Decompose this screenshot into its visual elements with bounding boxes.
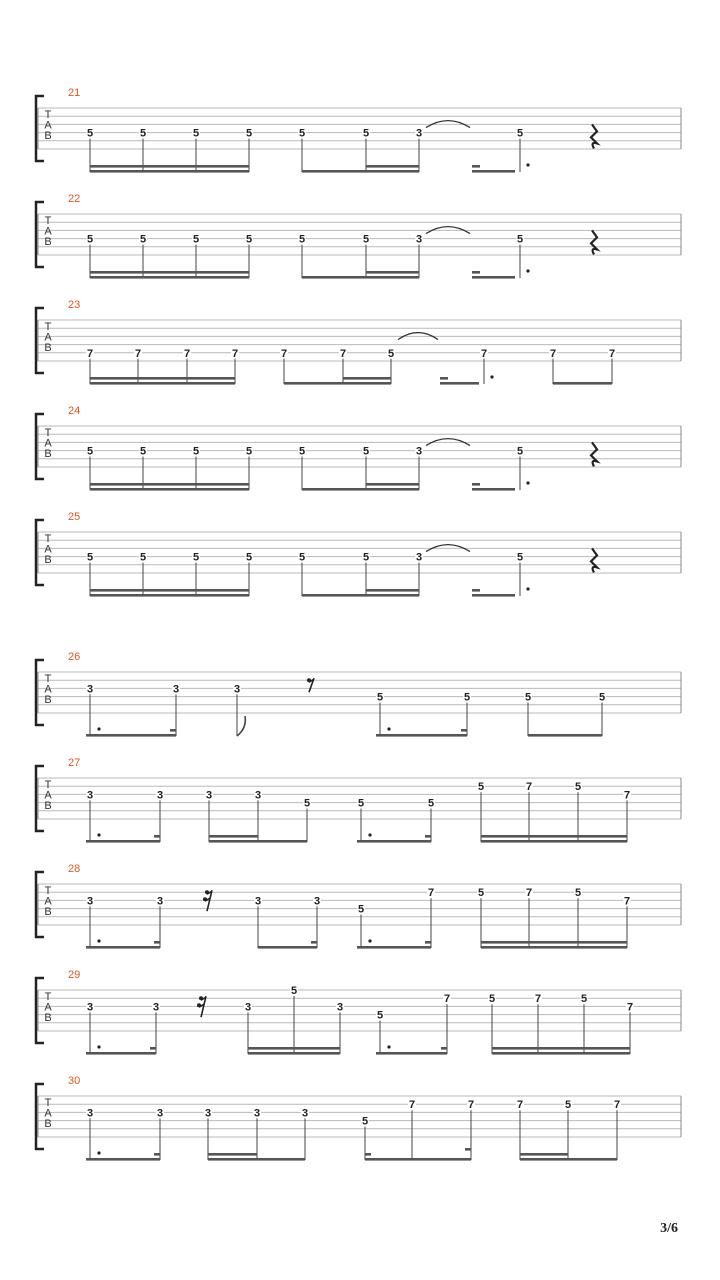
staff-bracket (36, 978, 44, 1043)
beam (366, 589, 419, 592)
beam (90, 488, 249, 491)
fret-number: 5 (86, 551, 94, 564)
measure-number: 25 (68, 511, 81, 523)
beam (208, 1153, 257, 1156)
beam (86, 1158, 160, 1161)
beam (154, 835, 160, 838)
duration-dot (526, 163, 529, 166)
beam (90, 165, 249, 168)
fret-number: 5 (524, 691, 532, 704)
beam (472, 483, 480, 486)
fret-number: 5 (192, 127, 200, 140)
beam (441, 1047, 447, 1050)
fret-number: 3 (233, 683, 241, 696)
beam (365, 1158, 471, 1161)
fret-number: 7 (443, 993, 451, 1006)
beam (425, 835, 431, 838)
duration-dot (387, 1045, 390, 1048)
beam (343, 377, 391, 380)
fret-number: 5 (298, 127, 306, 140)
fret-number: 3 (415, 551, 423, 564)
beam (90, 170, 249, 173)
fret-number: 7 (480, 347, 488, 360)
beam (461, 729, 467, 732)
fret-number: 3 (172, 683, 180, 696)
beam (90, 271, 249, 274)
beam (520, 1153, 568, 1156)
fret-number: 5 (477, 781, 485, 794)
beam (154, 941, 160, 944)
fret-number: 7 (549, 347, 557, 360)
fret-number: 5 (376, 1009, 384, 1022)
staff-bracket (36, 872, 44, 937)
beam (366, 165, 419, 168)
measure-number: 30 (68, 1075, 81, 1087)
quarter-rest (591, 442, 597, 466)
beam (472, 276, 515, 279)
beam (208, 1158, 305, 1161)
tab-clef-letter: A (44, 1001, 52, 1014)
measure-number: 23 (68, 299, 81, 311)
beam (302, 594, 419, 597)
tab-clef-letter: T (44, 885, 52, 897)
beam (481, 946, 627, 949)
beam (492, 1047, 630, 1050)
tab-clef-letter: B (44, 448, 52, 460)
fret-number: 3 (152, 1001, 160, 1014)
fret-number: 7 (516, 1099, 524, 1112)
fret-number: 3 (336, 1001, 344, 1014)
beam (492, 1052, 630, 1055)
beam (248, 1047, 340, 1050)
beam (357, 946, 431, 949)
fret-number: 5 (463, 691, 471, 704)
fret-number: 5 (86, 127, 94, 140)
fret-number: 5 (516, 551, 524, 564)
fret-number: 7 (231, 347, 239, 360)
tab-clef-letter: T (44, 779, 52, 791)
duration-dot (526, 269, 529, 272)
fret-number: 5 (598, 691, 606, 704)
beam (357, 840, 431, 843)
fret-number: 5 (303, 797, 311, 810)
fret-number: 3 (254, 895, 262, 908)
beam (302, 488, 419, 491)
measure-number: 21 (68, 87, 81, 99)
beam (90, 276, 249, 279)
tab-clef-letter: T (44, 673, 52, 685)
fret-number: 5 (86, 233, 94, 246)
duration-dot (387, 727, 390, 730)
fret-number: 7 (534, 993, 542, 1006)
fret-number: 7 (134, 347, 142, 360)
fret-number: 3 (313, 895, 321, 908)
fret-number: 5 (362, 551, 370, 564)
fret-number: 7 (408, 1099, 416, 1112)
beam (90, 382, 235, 385)
tab-clef-letter: T (44, 215, 52, 227)
tab-staff (36, 405, 681, 491)
fret-number: 7 (339, 347, 347, 360)
tab-staff (36, 87, 681, 173)
tab-clef-letter: A (44, 225, 52, 238)
tab-clef-letter: B (44, 130, 52, 142)
fret-number: 5 (362, 445, 370, 458)
fret-number: 3 (301, 1107, 309, 1120)
fret-number: 3 (86, 789, 94, 802)
beam (465, 1148, 471, 1151)
tab-clef-letter: A (44, 683, 52, 696)
staff-bracket (36, 1084, 44, 1149)
quarter-rest (591, 548, 597, 572)
tab-clef-letter: B (44, 236, 52, 248)
fret-number: 5 (298, 551, 306, 564)
duration-dot (368, 939, 371, 942)
beam (365, 1153, 371, 1156)
fret-number: 5 (192, 551, 200, 564)
note-flag (237, 716, 245, 736)
beam (472, 170, 515, 173)
fret-number: 3 (415, 127, 423, 140)
beam (472, 488, 515, 491)
tab-staff (36, 651, 681, 737)
beam (86, 840, 160, 843)
beam (366, 483, 419, 486)
beam (209, 840, 307, 843)
fret-number: 3 (254, 789, 262, 802)
fret-number: 3 (86, 1001, 94, 1014)
tab-staff (36, 757, 681, 843)
beam (376, 734, 467, 737)
fret-number: 5 (362, 233, 370, 246)
beam (440, 382, 479, 385)
tab-clef-letter: B (44, 694, 52, 706)
fret-number: 7 (525, 781, 533, 794)
fret-number: 3 (415, 233, 423, 246)
tab-clef-letter: B (44, 906, 52, 918)
tab-clef-letter: A (44, 331, 52, 344)
beam (209, 835, 258, 838)
fret-number: 5 (362, 127, 370, 140)
duration-dot (97, 1151, 100, 1154)
fret-number: 5 (139, 551, 147, 564)
tab-staff (36, 1075, 681, 1161)
fret-number: 5 (387, 347, 395, 360)
beam (440, 377, 448, 380)
beam (150, 1047, 156, 1050)
measure-number: 24 (68, 405, 81, 417)
fret-number: 5 (361, 1115, 369, 1128)
staff-bracket (36, 202, 44, 267)
fret-number: 7 (608, 347, 616, 360)
beam (481, 840, 627, 843)
beam (170, 729, 176, 732)
fret-number: 7 (613, 1099, 621, 1112)
tab-clef-letter: A (44, 895, 52, 908)
tab-staff (36, 299, 681, 385)
fret-number: 7 (623, 895, 631, 908)
tab-clef-letter: B (44, 342, 52, 354)
fret-number: 5 (290, 985, 298, 997)
beam (90, 483, 249, 486)
fret-number: 7 (183, 347, 191, 360)
fret-number: 5 (516, 127, 524, 140)
staff-bracket (36, 520, 44, 585)
measure-number: 28 (68, 863, 81, 875)
tab-clef-letter: A (44, 789, 52, 802)
beam (86, 734, 176, 737)
duration-dot (368, 833, 371, 836)
tab-clef-letter: T (44, 109, 52, 121)
fret-number: 5 (477, 887, 485, 900)
fret-number: 3 (415, 445, 423, 458)
staff-bracket (36, 308, 44, 373)
duration-dot (526, 587, 529, 590)
beam (248, 1052, 340, 1055)
fret-number: 3 (86, 895, 94, 908)
beam (311, 941, 317, 944)
fret-number: 5 (564, 1099, 572, 1112)
fret-number: 3 (156, 789, 164, 802)
tab-clef-letter: A (44, 1107, 52, 1120)
beam (86, 1052, 156, 1055)
fret-number: 5 (376, 691, 384, 704)
tab-clef-letter: T (44, 321, 52, 333)
fret-number: 3 (86, 1107, 94, 1120)
staff-bracket (36, 660, 44, 725)
fret-number: 5 (488, 993, 496, 1006)
fret-number: 3 (156, 895, 164, 908)
duration-dot (97, 727, 100, 730)
tab-staff (36, 511, 681, 597)
fret-number: 5 (357, 797, 365, 810)
fret-number: 3 (156, 1107, 164, 1120)
fret-number: 3 (205, 789, 213, 802)
beam (90, 377, 235, 380)
fret-number: 5 (298, 445, 306, 458)
fret-number: 5 (192, 445, 200, 458)
fret-number: 5 (516, 233, 524, 246)
measure-number: 22 (68, 193, 81, 205)
duration-dot (97, 939, 100, 942)
tab-clef-letter: B (44, 800, 52, 812)
fret-number: 5 (580, 993, 588, 1006)
fret-number: 5 (574, 887, 582, 900)
staff-bracket (36, 414, 44, 479)
tab-clef-letter: B (44, 1118, 52, 1130)
beam (154, 1153, 160, 1156)
staff-bracket (36, 766, 44, 831)
beam (528, 734, 602, 737)
beam (302, 170, 419, 173)
tab-clef-letter: A (44, 437, 52, 450)
beam (472, 594, 515, 597)
fret-number: 7 (626, 1001, 634, 1014)
beam (90, 589, 249, 592)
tab-clef-letter: A (44, 119, 52, 132)
duration-dot (97, 833, 100, 836)
fret-number: 5 (245, 233, 253, 246)
fret-number: 5 (139, 233, 147, 246)
beam (86, 946, 160, 949)
tab-clef-letter: T (44, 533, 52, 545)
tab-clef-letter: B (44, 554, 52, 566)
beam (520, 1158, 617, 1161)
tab-clef-letter: B (44, 1012, 52, 1024)
fret-number: 7 (86, 347, 94, 360)
fret-number: 3 (204, 1107, 212, 1120)
beam (425, 941, 431, 944)
tab-clef-letter: A (44, 543, 52, 556)
beam (284, 382, 391, 385)
beam (90, 594, 249, 597)
fret-number: 5 (427, 797, 435, 810)
fret-number: 3 (244, 1001, 252, 1014)
beam (553, 382, 612, 385)
duration-dot (526, 481, 529, 484)
tab-clef-letter: T (44, 991, 52, 1003)
fret-number: 7 (427, 887, 435, 900)
fret-number: 5 (245, 127, 253, 140)
fret-number: 3 (86, 683, 94, 696)
fret-number: 5 (298, 233, 306, 246)
staff-bracket (36, 96, 44, 161)
beam (472, 165, 480, 168)
duration-dot (490, 375, 493, 378)
fret-number: 7 (280, 347, 288, 360)
beam (472, 589, 480, 592)
fret-number: 7 (623, 789, 631, 802)
duration-dot (97, 1045, 100, 1048)
beam (481, 835, 627, 838)
fret-number: 5 (139, 445, 147, 458)
fret-number: 5 (245, 551, 253, 564)
fret-number: 5 (516, 445, 524, 458)
fret-number: 5 (86, 445, 94, 458)
quarter-rest (591, 124, 597, 148)
measure-number: 27 (68, 757, 81, 769)
fret-number: 7 (467, 1099, 475, 1112)
beam (302, 276, 419, 279)
beam (472, 271, 480, 274)
page-number: 3/6 (660, 1221, 678, 1236)
beam (376, 1052, 447, 1055)
fret-number: 7 (525, 887, 533, 900)
fret-number: 5 (245, 445, 253, 458)
fret-number: 5 (574, 781, 582, 794)
tab-clef-letter: T (44, 1097, 52, 1109)
tab-staff (36, 193, 681, 279)
tab-clef-letter: T (44, 427, 52, 439)
beam (481, 941, 627, 944)
beam (258, 946, 317, 949)
tab-staff (36, 863, 681, 949)
measure-number: 29 (68, 969, 81, 981)
tab-staff (36, 969, 681, 1055)
fret-number: 5 (357, 903, 365, 916)
fret-number: 5 (139, 127, 147, 140)
fret-number: 5 (192, 233, 200, 246)
beam (366, 271, 419, 274)
measure-number: 26 (68, 651, 81, 663)
fret-number: 3 (253, 1107, 261, 1120)
quarter-rest (591, 230, 597, 254)
